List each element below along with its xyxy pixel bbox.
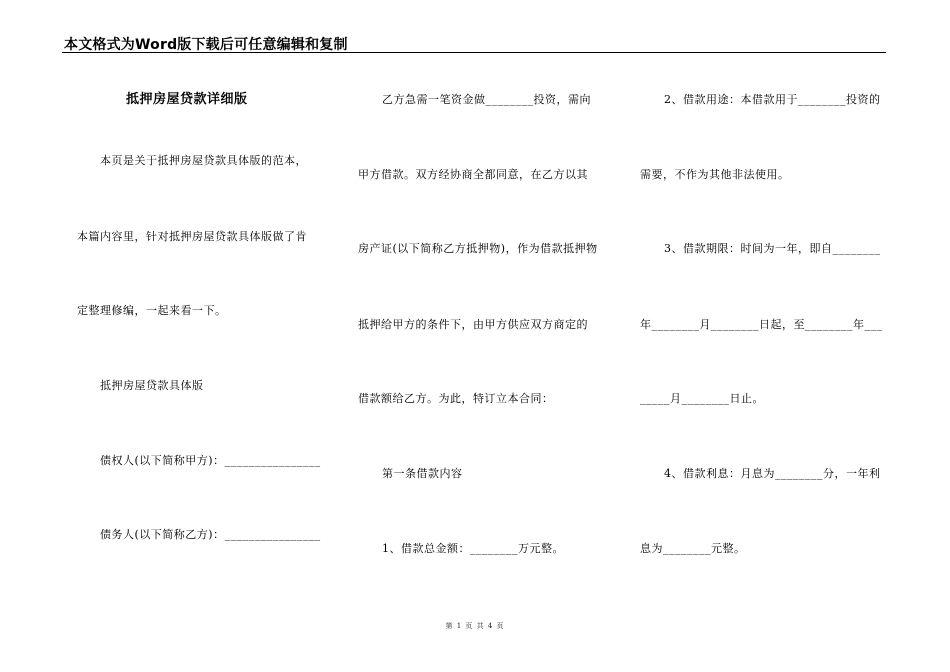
document-title: 抵押房屋贷款详细版 (126, 92, 248, 107)
paragraph-line: 年________月________日起，至________年___ (640, 318, 883, 331)
debtor-line: 债务人(以下简称乙方)：________________ (100, 528, 321, 541)
paragraph-line: 抵押给甲方的条件下，由甲方供应双方商定的 (358, 318, 588, 331)
section-heading: 抵押房屋贷款具体版 (100, 379, 204, 392)
paragraph-line: 需要，不作为其他非法使用。 (640, 168, 790, 181)
paragraph-line: 本页是关于抵押房屋贷款具体版的范本， (100, 154, 307, 167)
header-divider (62, 52, 886, 53)
paragraph-line: 本篇内容里，针对抵押房屋贷款具体版做了肯 (77, 230, 307, 243)
paragraph-line: 借款额给乙方。为此，特订立本合同： (358, 392, 554, 405)
paragraph-line: 4、借款利息：月息为________分，一年利 (664, 467, 881, 480)
paragraph-line: 息为________元整。 (640, 542, 746, 555)
paragraph-line: 3、借款期限：时间为一年，即自________ (664, 242, 881, 255)
paragraph-line: 房产证(以下简称乙方抵押物)，作为借款抵押物 (358, 242, 598, 255)
creditor-line: 债权人(以下简称甲方)：________________ (100, 454, 321, 467)
paragraph-line: 2、借款用途：本借款用于________投资的 (664, 93, 881, 106)
paragraph-line: 1、借款总金额：________万元整。 (382, 542, 564, 555)
paragraph-line: _____月________日止。 (640, 392, 764, 405)
paragraph-line: 乙方急需一笔资金做________投资，需向 (382, 93, 591, 106)
page-footer: 第 1 页 共 4 页 (445, 622, 505, 630)
paragraph-line: 甲方借款。双方经协商全都同意，在乙方以其 (358, 168, 588, 181)
page-header: 本文格式为Word版下载后可任意编辑和复制 (64, 37, 348, 53)
article-heading: 第一条借款内容 (382, 467, 463, 480)
paragraph-line: 定整理修编，一起来看一下。 (77, 304, 227, 317)
